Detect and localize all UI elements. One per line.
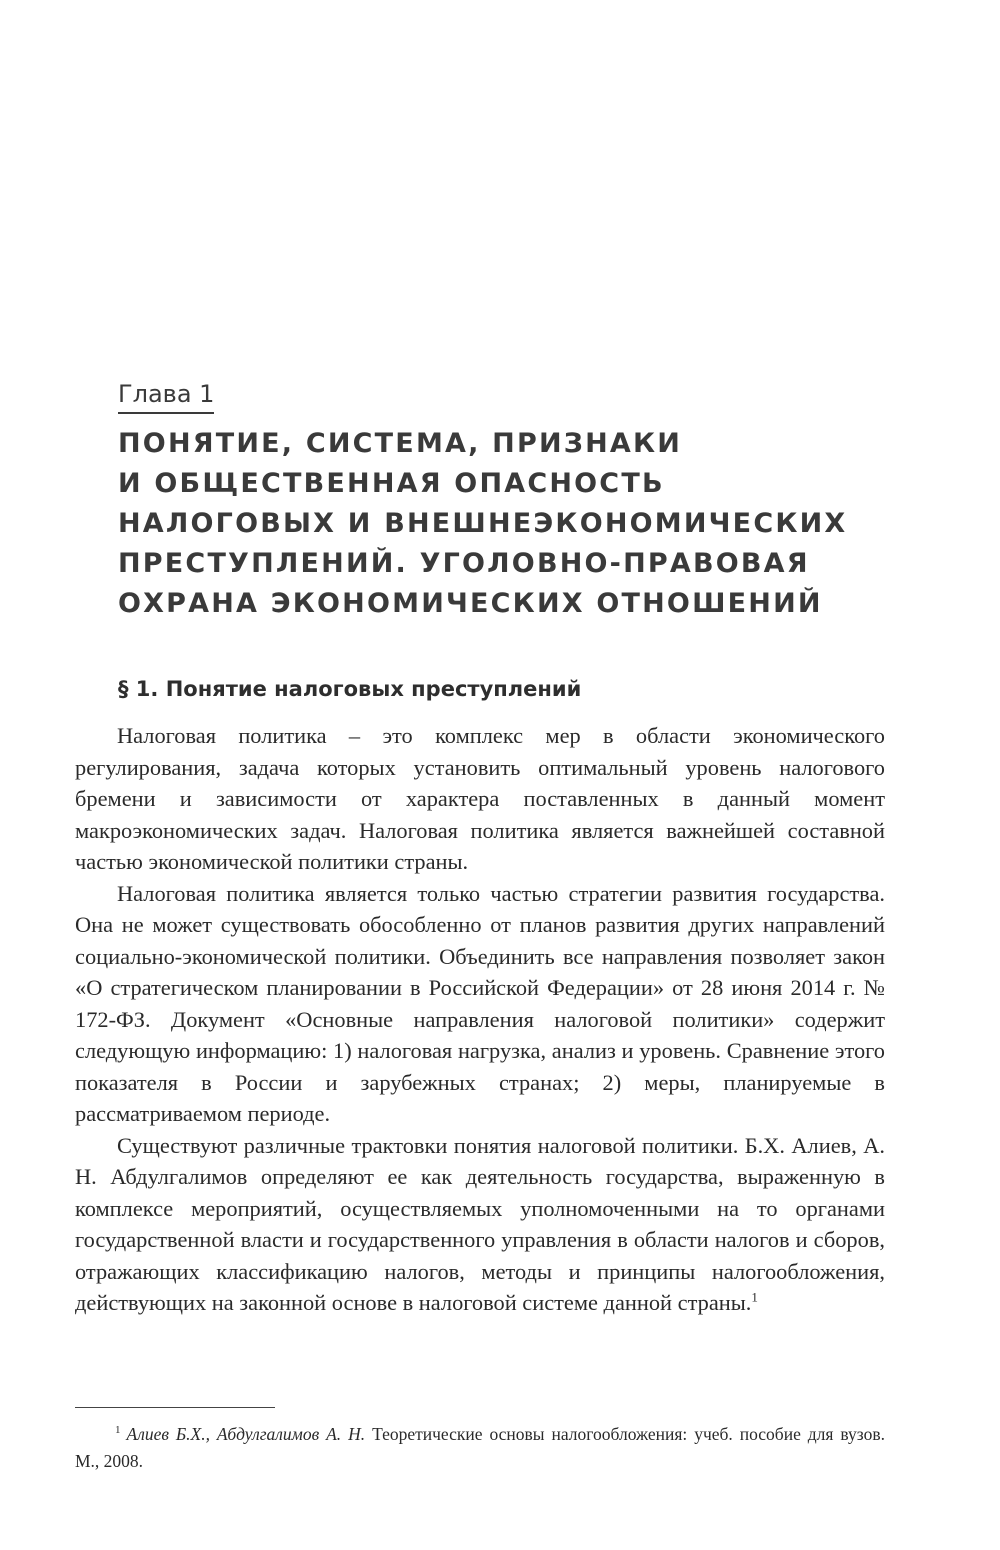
chapter-title-line: ПОНЯТИЕ, СИСТЕМА, ПРИЗНАКИ <box>118 428 683 459</box>
chapter-title-line: ПРЕСТУПЛЕНИЙ. УГОЛОВНО-ПРАВОВАЯ <box>118 548 810 579</box>
footnote-divider <box>75 1407 275 1408</box>
paragraph-text: Существуют различные трактовки понятия налоговой политики. Б.Х. Алиев, А. Н. Абдулгалимов определяют ее как деятельность государства, выраженную в комплексе мероприятий, осуществляемых уполномоченными на то органами государственной власти и государственного управления в области налогов и сборов, отражающих классификацию налогов, методы и принципы налогообложения, действующих на законной основе в налоговой системе данной страны. <box>75 1132 885 1315</box>
paragraph <box>75 878 885 1130</box>
chapter-title <box>118 424 978 624</box>
chapter-title-line: НАЛОГОВЫХ И ВНЕШНЕЭКОНОМИЧЕСКИХ <box>118 508 848 539</box>
footnote-reference[interactable]: 1 <box>751 1289 758 1305</box>
footnote-authors: Алиев Б.Х., Абдулгалимов А. Н. <box>126 1424 366 1444</box>
chapter-label: Глава 1 <box>118 380 214 414</box>
footnote <box>75 1421 885 1475</box>
section-heading: § 1. Понятие налоговых преступлений <box>118 677 582 701</box>
paragraph <box>75 720 885 878</box>
paragraph-text: Налоговая политика – это комплекс мер в области экономического регулирования, задача которых установить оптимальный уровень налогового бремени и зависимости от характера поставленных в данный момент макроэкономических задач. Налоговая политика является важнейшей составной частью экономической политики страны. <box>75 723 885 874</box>
paragraph-text: Налоговая политика является только частью стратегии развития государства. Она не может существовать обособленно от планов развития других направлений социально-экономической политики. Объединить все направления позволяет закон «О стратегическом планировании в Российской Федерации» от 28 июня 2014 г. № 172-ФЗ. Документ «Основные направления налоговой политики» содержит следующую информацию: 1) налоговая нагрузка, анализ и уровень. Сравнение этого показателя в России и зарубежных странах; 2) меры, планируемые в рассматриваемом периоде. <box>75 880 885 1126</box>
footnote-number: 1 <box>115 1424 121 1437</box>
body-text <box>75 720 885 1319</box>
chapter-title-line: ОХРАНА ЭКОНОМИЧЕСКИХ ОТНОШЕНИЙ <box>118 588 823 619</box>
footnote-text: Теоретические основы налогообложения: учеб. пособие для вузов. М., 2008. <box>75 1424 885 1471</box>
chapter-title-line: И ОБЩЕСТВЕННАЯ ОПАСНОСТЬ <box>118 468 665 499</box>
paragraph <box>75 1130 885 1319</box>
